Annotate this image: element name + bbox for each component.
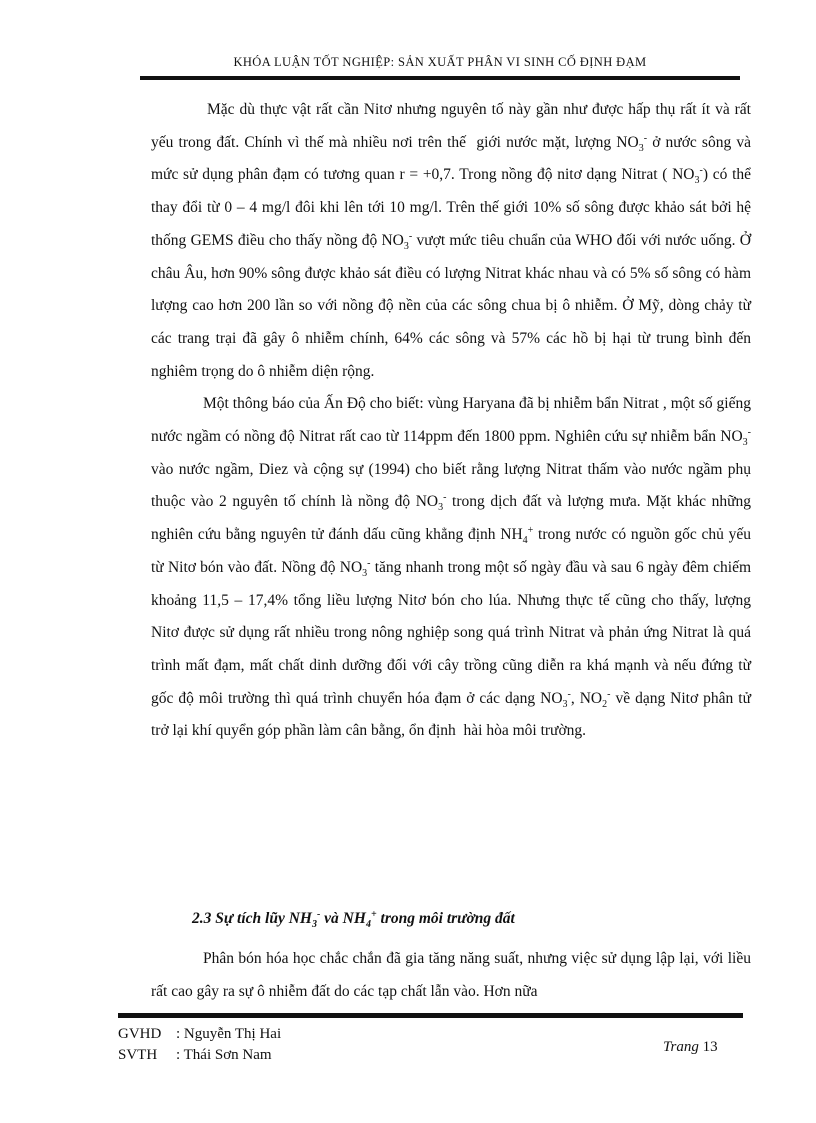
paragraph-3: Phân bón hóa học chắc chắn đã gia tăng năng suất, nhưng việc sử dụng lập lại, với liều rất cao gây ra sự ô nhiễm đất do các tạp chất lẫn vào. Hơn nữa [151, 950, 751, 1000]
gvhd-value: : Nguyễn Thị Hai [176, 1026, 282, 1042]
footer-gvhd [118, 1026, 281, 1043]
page-number-value: 13 [702, 1039, 718, 1055]
gvhd-label: GVHD [118, 1026, 162, 1042]
paragraph-1: Mặc dù thực vật rất cần Nitơ nhưng nguyên tố này gần như được hấp thụ rất ít và rất yếu trong đất. Chính vì thế mà nhiều nơi trên thế giới nước mặt, lượng $NO_3^-$ ở nước sông và mức sử dụng phân đạm có tương quan r = +0,7. Trong nồng độ nitơ dạng Nitrat ( $NO_3^-$) có thể thay đổi từ 0 – 4 mg/l đôi khi lên tới 10 mg/l. Trên thế giới 10% số sông được khảo sát bởi hệ thống GEMS điều cho thấy nồng độ $NO_3^-$ vượt mức tiêu chuẩn của WHO đối với nước uống. Ở châu Âu, hơn 90% sông được khảo sát điều có lượng Nitrat khác nhau và có 5% số sông có hàm lượng cao hơn 200 lần so với nồng độ nền của các sông chua bị ô nhiễm. Ở Mỹ, dòng chảy từ các trang trại đã gây ô nhiễm chính, 64% các sông và 57% các hồ bị hại từ trung bình đến nghiêm trọng do ô nhiễm diện rộng. [151, 101, 752, 380]
body-text-2 [151, 943, 751, 1008]
section-heading: 2.3 Sự tích lũy $NH_3^-$ và $NH_4^+$ trong môi trường đất [192, 908, 515, 931]
header-divider [140, 76, 740, 80]
body-text [151, 94, 751, 748]
footer-divider [118, 1013, 743, 1018]
svth-value: : Thái Sơn Nam [176, 1047, 272, 1063]
svth-label: SVTH [118, 1047, 158, 1063]
footer-svth [118, 1047, 272, 1064]
paragraph-2: Một thông báo của Ấn Độ cho biết: vùng Haryana đã bị nhiễm bẩn Nitrat , một số giếng nước ngầm có nồng độ Nitrat rất cao từ 114ppm đến 1800 ppm. Nghiên cứu sự nhiễm bẩn $NO_3^-$ vào nước ngầm, Diez và cộng sự (1994) cho biết rằng lượng Nitrat thấm vào nước ngầm phụ thuộc vào 2 nguyên tố chính là nồng độ $NO_3^-$ trong dịch đất và lượng mưa. Mặt khác những nghiên cứu bằng nguyên tử đánh dấu cũng khẳng định $NH_4^+$ trong nước có nguồn gốc chủ yếu từ Nitơ bón vào đất. Nồng độ $NO_3^-$ tăng nhanh trong một số ngày đầu và sau 6 ngày đêm chiếm khoảng 11,5 – 17,4% tổng liều lượng Nitơ bón cho lúa. Nhưng thực tế cũng cho thấy, lượng Nitơ được sử dụng rất nhiều trong nông nghiệp song quá trình Nitrat và phản ứng Nitrat là quá trình mất đạm, mất chất dinh dưỡng đối với cây trồng cũng diễn ra khá mạnh và nếu đứng từ gốc độ môi trường thì quá trình chuyển hóa đạm ở các dạng $NO_3^-$, $NO_2^-$ về dạng Nitơ phân tử trở lại khí quyển góp phần làm cân bằng, ổn định hài hòa môi trường. [151, 395, 752, 740]
document-header: KHÓA LUẬN TỐT NGHIỆP: SẢN XUẤT PHÂN VI SINH CỐ ĐỊNH ĐẠM [233, 55, 647, 69]
page-label: Trang [663, 1039, 699, 1055]
page-number [663, 1039, 718, 1056]
